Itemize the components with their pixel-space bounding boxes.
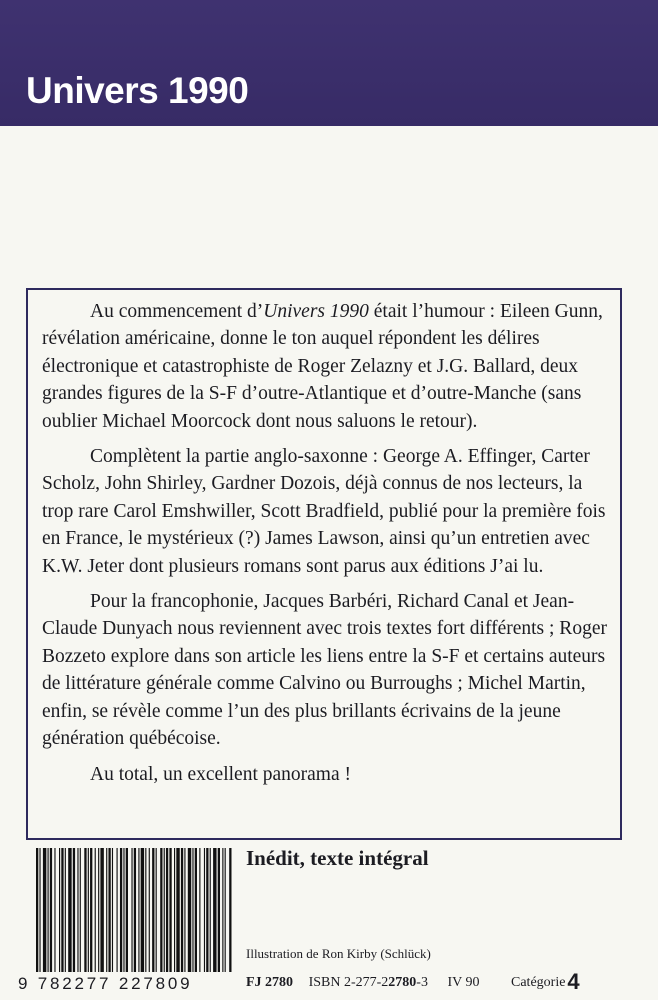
- blurb-p1-before: Au commencement d’: [90, 301, 264, 322]
- catalog-isbn: [309, 976, 428, 990]
- blurb-frame: [26, 288, 622, 840]
- blurb-text: [42, 298, 608, 788]
- barcode: [36, 848, 232, 972]
- illustration-credit: Illustration de Ron Kirby (Schlück): [246, 946, 431, 961]
- category-label: Catégorie: [511, 975, 566, 990]
- isbn-bold: 2780: [388, 975, 417, 990]
- catalog-line: [246, 971, 580, 993]
- series-title: Univers 1990: [26, 70, 249, 111]
- blurb-p1-title: Univers 1990: [263, 301, 369, 322]
- header-band: [0, 0, 658, 126]
- blurb-paragraph-1: [42, 298, 608, 435]
- category-number: 4: [567, 969, 580, 994]
- isbn-suffix: -3: [416, 975, 428, 990]
- isbn-prefix: ISBN 2-277-2: [308, 975, 389, 990]
- blurb-paragraph-4: Au total, un excellent panorama !: [90, 763, 351, 785]
- catalog-iv: IV 90: [447, 975, 480, 990]
- catalog-fj: FJ 2780: [246, 975, 294, 990]
- edition-label: Inédit, texte intégral: [246, 846, 429, 870]
- barcode-digits: 9 782277 227809: [18, 974, 193, 993]
- blurb-p1-after: était l’humour : Eileen Gunn, révélation américaine, donne le ton auquel répondent les délires électronique et catastrophiste de Roger Zelazny et J.G. Ballard, deux grandes figures de la S-F d’outre-Atlantique et d’outre-Manche (sans oublier Michael Moorcock dont nous saluons le retour).: [42, 301, 603, 432]
- blurb-paragraph-3: Pour la francophonie, Jacques Barbéri, Richard Canal et Jean-Claude Dunyach nous reviennent avec trois textes fort différents ; Roger Bozzeto explore dans son article les liens entre la S-F et certains auteurs de littérature générale comme Calvino ou Burroughs ; Michel Martin, enfin, se révèle comme l’un des plus brillants écrivains de la jeune génération québécoise.: [42, 591, 607, 750]
- blurb-paragraph-2: Complètent la partie anglo-saxonne : George A. Effinger, Carter Scholz, John Shirley, Gardner Dozois, déjà connus de nos lecteurs, la trop rare Carol Emshwiller, Scott Bradfield, publié pour la première fois en France, le mystérieux (?) James Lawson, ainsi qu’un entretien avec K.W. Jeter dont plusieurs romans sont parus aux éditions J’ai lu.: [42, 446, 606, 577]
